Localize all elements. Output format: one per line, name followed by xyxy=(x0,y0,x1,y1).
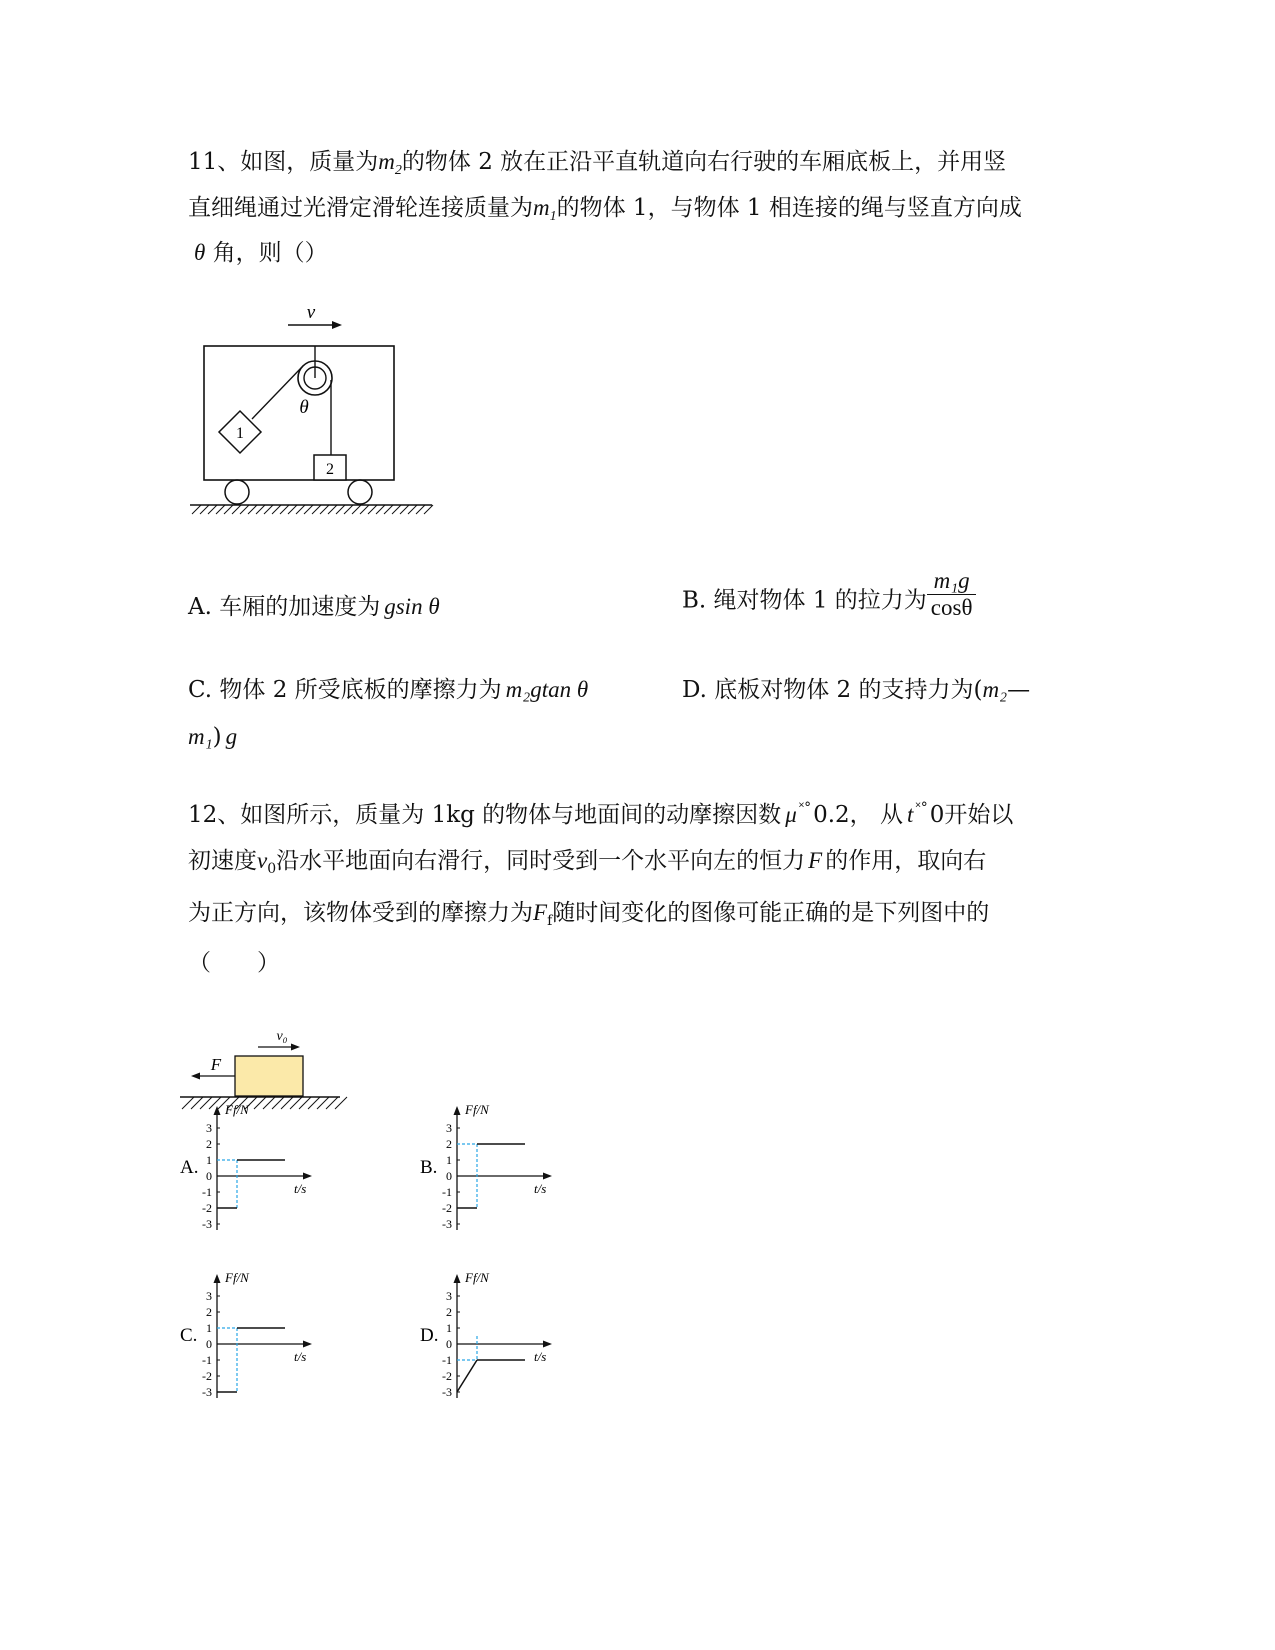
option-d-text: D. 底板对物体 2 的支持力为( xyxy=(682,677,983,703)
option-d-m1: m₁ xyxy=(188,724,213,749)
y-tick-label: 0 xyxy=(206,1169,212,1183)
equals-glyph: ˟° xyxy=(915,800,928,816)
option-a[interactable] xyxy=(188,592,440,622)
y-tick-label: -2 xyxy=(202,1201,212,1215)
y-tick-label: -3 xyxy=(442,1385,452,1399)
var-Ff-sub: f xyxy=(547,913,553,929)
object-1-label: 1 xyxy=(236,425,244,442)
y-tick-label: -2 xyxy=(442,1369,452,1383)
y-tick-label: 0 xyxy=(446,1169,452,1183)
q11-line-2 xyxy=(188,193,1022,232)
y-tick-label: 1 xyxy=(206,1153,212,1167)
option-d-g: g xyxy=(225,724,238,749)
graph-option-c[interactable] xyxy=(180,1268,330,1408)
y-axis-label: Ff/N xyxy=(225,1102,249,1117)
y-axis-label: Ff/N xyxy=(465,1270,489,1285)
v0-label: v₀ xyxy=(276,1029,288,1044)
mu-value: 0.2， xyxy=(813,802,873,828)
q12-text: 为正方向，该物体受到的摩擦力为 xyxy=(188,900,533,926)
y-tick-label: 2 xyxy=(446,1305,452,1319)
y-tick-label: 0 xyxy=(446,1337,452,1351)
wheel-left xyxy=(225,480,249,504)
var-m2-sub: 2 xyxy=(394,163,402,178)
y-tick-label: 1 xyxy=(446,1321,452,1335)
x-axis-label: t/s xyxy=(294,1349,307,1364)
y-tick-label: 2 xyxy=(206,1305,212,1319)
graph-option-d[interactable] xyxy=(420,1268,570,1408)
y-tick-label: 1 xyxy=(206,1321,212,1335)
x-axis-label: t/s xyxy=(294,1181,307,1196)
option-d-dash: — xyxy=(1007,677,1031,703)
q12-text: 开始以 xyxy=(944,802,1014,828)
object-2-label: 2 xyxy=(326,461,334,478)
option-b-text: B. 绳对物体 1 的拉力为 xyxy=(682,587,927,614)
option-c-text: C. 物体 2 所受底板的摩擦力为 xyxy=(188,677,502,703)
q12-text: 沿水平地面向右滑行，同时受到一个水平向左的恒力 xyxy=(276,848,806,874)
q11-line-1 xyxy=(188,147,1006,186)
fraction-denominator: cosθ xyxy=(930,595,973,620)
var-m1-sub: 1 xyxy=(549,209,557,224)
q12-line-2 xyxy=(188,846,986,884)
y-tick-label: 2 xyxy=(206,1137,212,1151)
y-tick-label: 3 xyxy=(206,1289,212,1303)
q11-text: 直细绳通过光滑定滑轮连接质量为 xyxy=(188,195,533,221)
q12-text: 12、如图所示，质量为 1kg 的物体与地面间的动摩擦因数 xyxy=(188,802,782,828)
option-b[interactable] xyxy=(682,568,976,621)
var-theta: θ xyxy=(194,240,206,265)
y-tick-label: -1 xyxy=(442,1353,452,1367)
y-tick-label: -1 xyxy=(442,1185,452,1199)
q12-line-4 xyxy=(188,948,280,978)
t-value: 0 xyxy=(929,802,945,828)
y-tick-label: -1 xyxy=(202,1353,212,1367)
graph-option-a[interactable] xyxy=(180,1100,330,1240)
q12-answer-blank: （ ） xyxy=(188,950,280,976)
var-v0: v xyxy=(257,848,268,873)
y-axis-label: Ff/N xyxy=(225,1270,249,1285)
equals-glyph: ˟° xyxy=(798,800,812,816)
y-tick-label: 0 xyxy=(206,1337,212,1351)
var-m2: m xyxy=(378,149,395,174)
var-mu: μ xyxy=(785,802,797,827)
y-tick-label: 1 xyxy=(446,1153,452,1167)
q11-text: 角，则（） xyxy=(205,240,328,266)
x-axis-label: t/s xyxy=(534,1349,547,1364)
option-d[interactable] xyxy=(682,675,1030,705)
velocity-label: v xyxy=(306,302,316,323)
q12-line-1 xyxy=(188,793,1013,830)
q11-line-3 xyxy=(188,238,328,268)
option-c[interactable] xyxy=(188,675,588,705)
graph-label: C. xyxy=(180,1325,198,1346)
theta-label: θ xyxy=(299,397,309,418)
y-tick-label: -3 xyxy=(442,1217,452,1231)
option-a-expr: gsin θ xyxy=(384,594,440,619)
var-F: F xyxy=(808,848,823,873)
y-tick-label: -1 xyxy=(202,1185,212,1199)
block xyxy=(235,1056,303,1096)
y-tick-label: -3 xyxy=(202,1217,212,1231)
y-tick-label: -3 xyxy=(202,1385,212,1399)
var-m1: m xyxy=(533,195,550,220)
var-v0-sub: 0 xyxy=(267,861,277,877)
graph-label: D. xyxy=(420,1325,439,1346)
option-d-m2: m₂ xyxy=(982,677,1008,702)
var-Ff: F xyxy=(533,900,548,925)
y-tick-label: -2 xyxy=(202,1369,212,1383)
var-t: t xyxy=(906,802,914,827)
q12-text: 随时间变化的图像可能正确的是下列图中的 xyxy=(552,900,990,926)
q12-line-3 xyxy=(188,898,989,936)
option-a-text: A. 车厢的加速度为 xyxy=(188,594,381,620)
graph-label: B. xyxy=(420,1157,438,1178)
y-tick-label: 2 xyxy=(446,1137,452,1151)
wheel-right xyxy=(348,480,372,504)
option-c-expr: m₂gtan θ xyxy=(505,677,589,702)
x-axis-label: t/s xyxy=(534,1181,547,1196)
q11-text: 的物体 2 放在正沿平直轨道向右行驶的车厢底板上，并用竖 xyxy=(401,149,1007,175)
y-tick-label: 3 xyxy=(446,1289,452,1303)
force-label: F xyxy=(210,1055,222,1074)
q11-text: 11、如图，质量为 xyxy=(188,149,379,175)
option-d-paren: ) xyxy=(212,724,222,750)
y-tick-label: 3 xyxy=(206,1121,212,1135)
graph-label: A. xyxy=(180,1157,199,1178)
q11-text: 的物体 1，与物体 1 相连接的绳与竖直方向成 xyxy=(556,195,1022,221)
q12-text: 初速度 xyxy=(188,848,257,874)
y-tick-label: -2 xyxy=(442,1201,452,1215)
option-d-continued xyxy=(188,722,237,752)
q12-text: 从 xyxy=(872,802,903,828)
fraction-numerator: m₁g xyxy=(927,568,977,595)
y-axis-label: Ff/N xyxy=(465,1102,489,1117)
q11-train-figure xyxy=(180,295,480,530)
option-b-fraction xyxy=(927,568,977,621)
y-tick-label: 3 xyxy=(446,1121,452,1135)
q12-text: 的作用，取向右 xyxy=(825,848,987,874)
graph-option-b[interactable] xyxy=(420,1100,570,1240)
